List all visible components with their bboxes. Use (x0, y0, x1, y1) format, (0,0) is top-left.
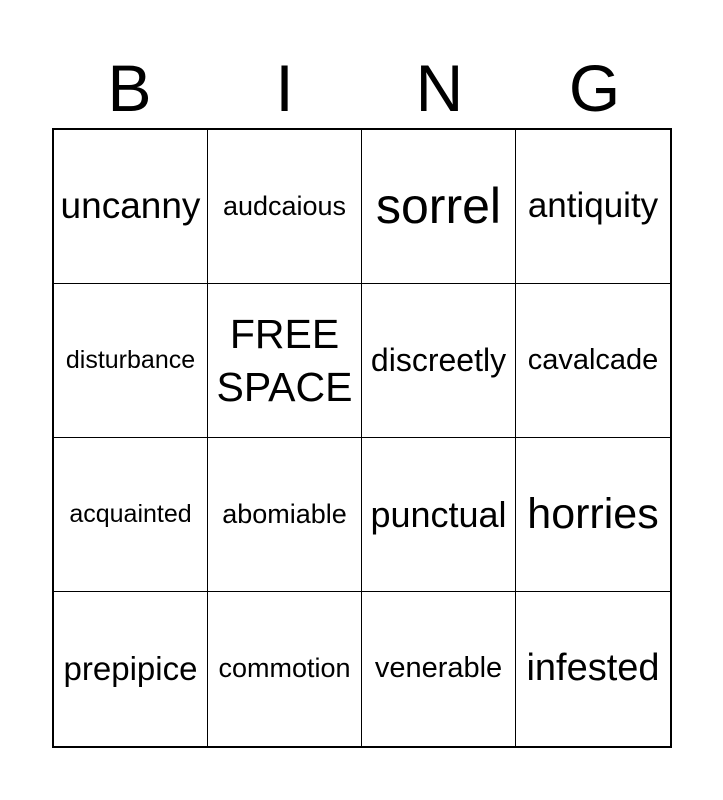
bingo-cell: punctual (362, 438, 516, 592)
bingo-cell: sorrel (362, 130, 516, 284)
bingo-cell: prepipice (54, 592, 208, 746)
header-letter-i: I (275, 51, 294, 125)
bingo-board (52, 128, 672, 748)
bingo-cell: uncanny (54, 130, 208, 284)
bingo-cell: abomiable (208, 438, 362, 592)
bingo-cell: acquainted (54, 438, 208, 592)
bingo-cell: infested (526, 647, 660, 690)
header-letter-n: N (415, 51, 464, 125)
bingo-cell: cavalcade (516, 284, 670, 438)
bingo-cell: antiquity (516, 130, 670, 284)
bingo-cell: commotion (208, 592, 362, 746)
bingo-header (52, 48, 672, 128)
free-space-cell: FREE SPACE (208, 284, 362, 438)
bingo-cell: horries (516, 438, 670, 592)
header-letter-b: B (107, 51, 152, 125)
bingo-cell: disturbance (54, 284, 208, 438)
bingo-cell: venerable (362, 592, 516, 746)
header-letter-g: G (568, 51, 621, 125)
bingo-cell: audcaious (208, 130, 362, 284)
bingo-cell: discreetly (362, 284, 516, 438)
